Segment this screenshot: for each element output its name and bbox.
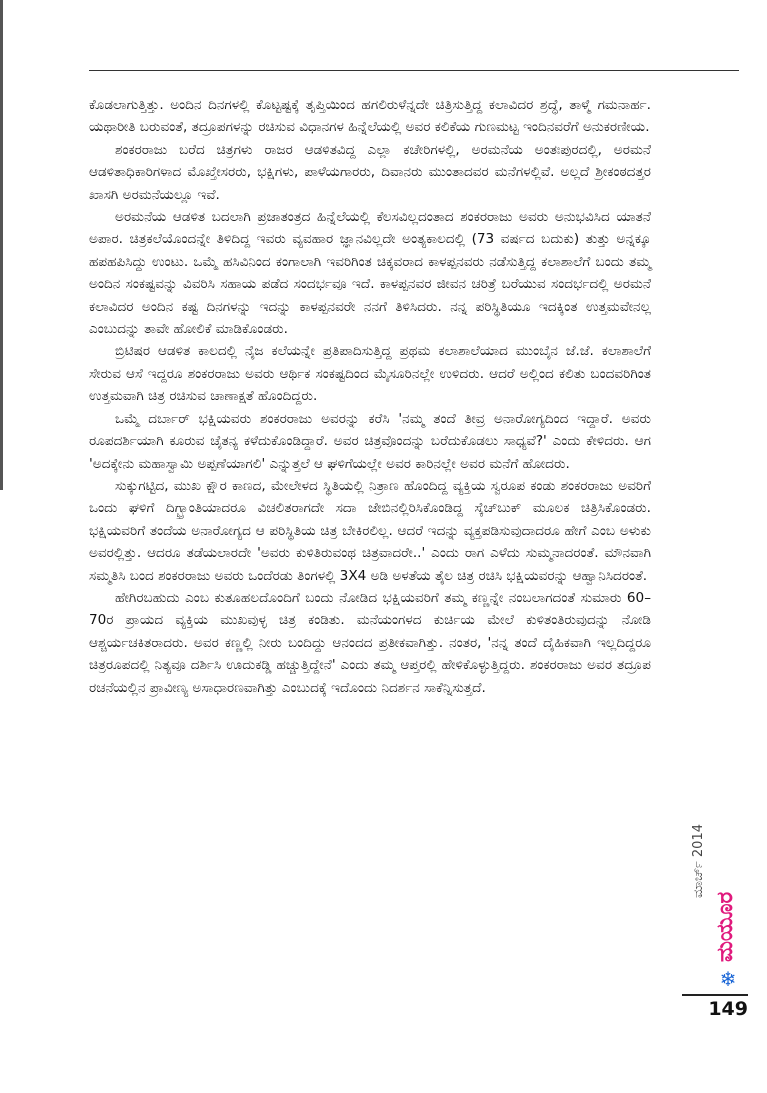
article-paragraph: ಬ್ರಿಟಿಷರ ಆಡಳಿತ ಕಾಲದಲ್ಲಿ ನೈಜ ಕಲೆಯನ್ನೇ ಪ್ರತಿಪಾದಿಸುತ್ತಿದ್ದ ಪ್ರಥಮ ಕಲಾಶಾಲೆಯಾದ ಮುಂಬೈನ ಜೆ.ಜೆ. ಕಲಾಶಾಲೆಗೆ ಸೇರುವ ಆಸೆ ಇದ್ದರೂ ಶಂಕರರಾಜು ಅವರು ಆರ್ಥಿಕ ಸಂಕಷ್ಟದಿಂದ ಮೈಸೂರಿನಲ್ಲೇ ಉಳಿದರು. ಆದರೆ ಅಲ್ಲಿಂದ ಕಲಿತು ಬಂದವರಿಗಿಂತ ಉತ್ತಮವಾಗಿ ಚಿತ್ರ ರಚಿಸುವ ಚಾಣಾಕ್ಷತೆ ಹೊಂದಿದ್ದರು. bbox=[89, 343, 651, 405]
article-body bbox=[89, 94, 651, 699]
article-paragraph: ಕೊಡಲಾಗುತ್ತಿತ್ತು. ಅಂದಿನ ದಿನಗಳಲ್ಲಿ ಕೊಟ್ಟಷ್ಟಕ್ಕೆ ತೃಪ್ತಿಯಿಂದ ಹಗಲಿರುಳೆನ್ನದೇ ಚಿತ್ರಿಸುತ್ತಿದ್ದ ಕಲಾವಿದರ ಶ್ರದ್ಧೆ, ತಾಳ್ಮೆ ಗಮನಾರ್ಹ. ಯಥಾರೀತಿ ಬರುವಂತೆ, ತದ್ರೂಪಗಳನ್ನು ರಚಿಸುವ ವಿಧಾನಗಳ ಹಿನ್ನೆಲೆಯಲ್ಲಿ ಅವರ ಕಲಿಕೆಯ ಗುಣಮಟ್ಟ ಇಂದಿನವರೆಗೆ ಅನುಕರಣೀಯ. bbox=[89, 97, 651, 136]
article-paragraph: ಅರಮನೆಯ ಆಡಳಿತ ಬದಲಾಗಿ ಪ್ರಜಾತಂತ್ರದ ಹಿನ್ನೆಲೆಯಲ್ಲಿ ಕೆಲಸವಿಲ್ಲದಂತಾದ ಶಂಕರರಾಜು ಅವರು ಅನುಭವಿಸಿದ ಯಾತನೆ ಅಪಾರ. ಚಿತ್ರಕಲೆಯೊಂದನ್ನೇ ತಿಳಿದಿದ್ದ ಇವರು ವ್ಯವಹಾರ ಜ್ಞಾನವಿಲ್ಲದೇ ಅಂತ್ಯಕಾಲದಲ್ಲಿ (73 ವರ್ಷದ ಬದುಕು) ತುತ್ತು ಅನ್ನಕ್ಕೂ ಹಪಹಪಿಸಿದ್ದು ಉಂಟು. ಒಮ್ಮೆ ಹಸಿವಿನಿಂದ ಕಂಗಾಲಾಗಿ ಇವರಿಗಿಂತ ಚಿಕ್ಕವರಾದ ಕಾಳಪ್ಪನವರು ನಡೆಸುತ್ತಿದ್ದ ಕಲಾಶಾಲೆಗೆ ಬಂದು ತಮ್ಮ ಅಂದಿನ ಸಂಕಷ್ಟವನ್ನು ವಿವರಿಸಿ ಸಹಾಯ ಪಡೆದ ಸಂದರ್ಭವೂ ಇದೆ. ಕಾಳಪ್ಪನವರ ಜೀವನ ಚರಿತ್ರೆ ಬರೆಯುವ ಸಂದರ್ಭದಲ್ಲಿ ಅರಮನೆ ಕಲಾವಿದರ ಅಂದಿನ ಕಷ್ಟ ದಿನಗಳನ್ನು ಇದನ್ನು ಕಾಳಪ್ಪನವರೇ ನನಗೆ ತಿಳಿಸಿದರು. ನನ್ನ ಪರಿಸ್ಥಿತಿಯೂ ಇದಕ್ಕಿಂತ ಉತ್ತಮವೇನಲ್ಲ ಎಂಬುದನ್ನು ತಾವೇ ಹೋಲಿಕೆ ಮಾಡಿಕೊಂಡರು. bbox=[89, 209, 651, 338]
page-edge-shadow bbox=[0, 0, 3, 490]
issue-date: ಮಾರ್ಚ್ 2014 bbox=[691, 824, 706, 898]
article-paragraph: ಸುಕ್ಕುಗಟ್ಟಿದ, ಮುಖ ಕ್ಷೌರ ಕಾಣದ, ಮೇಲೇಳದ ಸ್ಥಿತಿಯಲ್ಲಿ ನಿತ್ರಾಣ ಹೊಂದಿದ್ದ ವ್ಯಕ್ತಿಯ ಸ್ವರೂಪ ಕಂಡು ಶಂಕರರಾಜು ಅವರಿಗೆ ಒಂದು ಘಳಿಗೆ ದಿಗ್ಭ್ರಾಂತಿಯಾದರೂ ವಿಚಲಿತರಾಗದೇ ಸದಾ ಜೇಬಿನಲ್ಲಿರಿಸಿಕೊಂಡಿದ್ದ ಸ್ಕೆಚ್‌ಬುಕ್ ಮೂಲಕ ಚಿತ್ರಿಸಿಕೊಂಡರು. ಭಕ್ಷಿಯವರಿಗೆ ತಂದೆಯ ಅನಾರೋಗ್ಯದ ಆ ಪರಿಸ್ಥಿತಿಯ ಚಿತ್ರ ಬೇಕಿರಲಿಲ್ಲ. ಆದರೆ ಇದನ್ನು ವ್ಯಕ್ತಪಡಿಸುವುದಾದರೂ ಹೇಗೆ ಎಂಬ ಅಳುಕು ಅವರಲ್ಲಿತ್ತು. ಆದರೂ ತಡೆಯಲಾರದೇ 'ಅವರು ಕುಳಿತಿರುವಂಥ ಚಿತ್ರವಾದರೇ..' ಎಂದು ರಾಗ ಎಳೆದು ಸುಮ್ಮನಾದರಂತೆ. ಮೌನವಾಗಿ ಸಮ್ಮತಿಸಿ ಬಂದ ಶಂಕರರಾಜು ಅವರು ಒಂದೆರಡು ತಿಂಗಳಲ್ಲಿ 3X4 ಅಡಿ ಅಳತೆಯ ತೈಲ ಚಿತ್ರ ರಚಿಸಿ ಭಕ್ಷಿಯವರನ್ನು ಆಹ್ವಾನಿಸಿದರಂತೆ. bbox=[89, 477, 651, 584]
article-paragraph: ಶಂಕರರಾಜು ಬರೆದ ಚಿತ್ರಗಳು ರಾಜರ ಆಡಳಿತವಿದ್ದ ಎಲ್ಲಾ ಕಚೇರಿಗಳಲ್ಲಿ, ಅರಮನೆಯ ಅಂತಃಪುರದಲ್ಲಿ, ಅರಮನೆ ಆಡಳಿತಾಧಿಕಾರಿಗಳಾದ ಮೊಖ್ತೇಸರರು, ಭಕ್ಷಿಗಳು, ಪಾಳೆಯಗಾರರು, ದಿವಾನರು ಮುಂತಾದವರ ಮನೆಗಳಲ್ಲಿವೆ. ಅಲ್ಲದೆ ಶ್ರೀಕಂಠದತ್ತರ ಖಾಸಗಿ ಅರಮನೆಯಲ್ಲೂ ಇವೆ. bbox=[89, 141, 651, 203]
snowflake-icon: ❄ bbox=[719, 967, 737, 991]
magazine-logo: ಮಯೂರ bbox=[713, 891, 738, 962]
page-number: 149 bbox=[708, 998, 748, 1020]
article-paragraph: ಒಮ್ಮೆ ದರ್ಬಾರ್ ಭಕ್ಷಿಯವರು ಶಂಕರರಾಜು ಅವರನ್ನು ಕರೆಸಿ 'ನಮ್ಮ ತಂದೆ ತೀವ್ರ ಅನಾರೋಗ್ಯದಿಂದ ಇದ್ದಾರೆ. ಅವರು ರೂಪದರ್ಶಿಯಾಗಿ ಕೂರುವ ಚೈತನ್ಯ ಕಳೆದುಕೊಂಡಿದ್ದಾರೆ. ಅವರ ಚಿತ್ರವೊಂದನ್ನು ಬರೆದುಕೊಡಲು ಸಾಧ್ಯವೆ?' ಎಂದು ಕೇಳಿದರು. ಆಗ 'ಅದಕ್ಕೇನು ಮಹಾಸ್ವಾಮಿ ಅಪ್ಪಣೆಯಾಗಲಿ' ಎನ್ನುತ್ತಲೆ ಆ ಘಳಿಗೆಯಲ್ಲೇ ಅವರ ಕಾರಿನಲ್ಲೇ ಅವರ ಮನೆಗೆ ಹೋದರು. bbox=[89, 410, 651, 472]
footer-rule bbox=[682, 994, 748, 996]
header-rule bbox=[89, 70, 739, 71]
article-paragraph: ಹೇಗಿರಬಹುದು ಎಂಬ ಕುತೂಹಲದೊಂದಿಗೆ ಬಂದು ನೋಡಿದ ಭಕ್ಷಿಯವರಿಗೆ ತಮ್ಮ ಕಣ್ಣನ್ನೇ ನಂಬಲಾಗದಂತೆ ಸುಮಾರು 60–70ರ ಪ್ರಾಯದ ವ್ಯಕ್ತಿಯ ಮುಖವುಳ್ಳ ಚಿತ್ರ ಕಂಡಿತು. ಮನೆಯಂಗಳದ ಕುರ್ಚಿಯ ಮೇಲೆ ಕುಳಿತಂತಿರುವುದನ್ನು ನೋಡಿ ಆಶ್ಚರ್ಯಚಕಿತರಾದರು. ಅವರ ಕಣ್ಣಲ್ಲಿ ನೀರು ಬಂದಿದ್ದು ಆನಂದದ ಪ್ರತೀಕವಾಗಿತ್ತು. ನಂತರ, 'ನನ್ನ ತಂದೆ ದೈಹಿಕವಾಗಿ ಇಲ್ಲದಿದ್ದರೂ ಚಿತ್ರರೂಪದಲ್ಲಿ ನಿತ್ಯವೂ ದರ್ಶಿಸಿ ಊದುಕಡ್ಡಿ ಹಚ್ಚುತ್ತಿದ್ದೇನೆ' ಎಂದು ತಮ್ಮ ಆಪ್ತರಲ್ಲಿ ಹೇಳಿಕೊಳ್ಳುತ್ತಿದ್ದರು. ಶಂಕರರಾಜು ಅವರ ತದ್ರೂಪ ರಚನೆಯಲ್ಲಿನ ಪ್ರಾವೀಣ್ಯ ಅಸಾಧಾರಣವಾಗಿತ್ತು ಎಂಬುದಕ್ಕೆ ಇದೊಂದು ನಿದರ್ಶನ ಸಾಕೆನ್ನಿಸುತ್ತದೆ. bbox=[89, 589, 651, 696]
